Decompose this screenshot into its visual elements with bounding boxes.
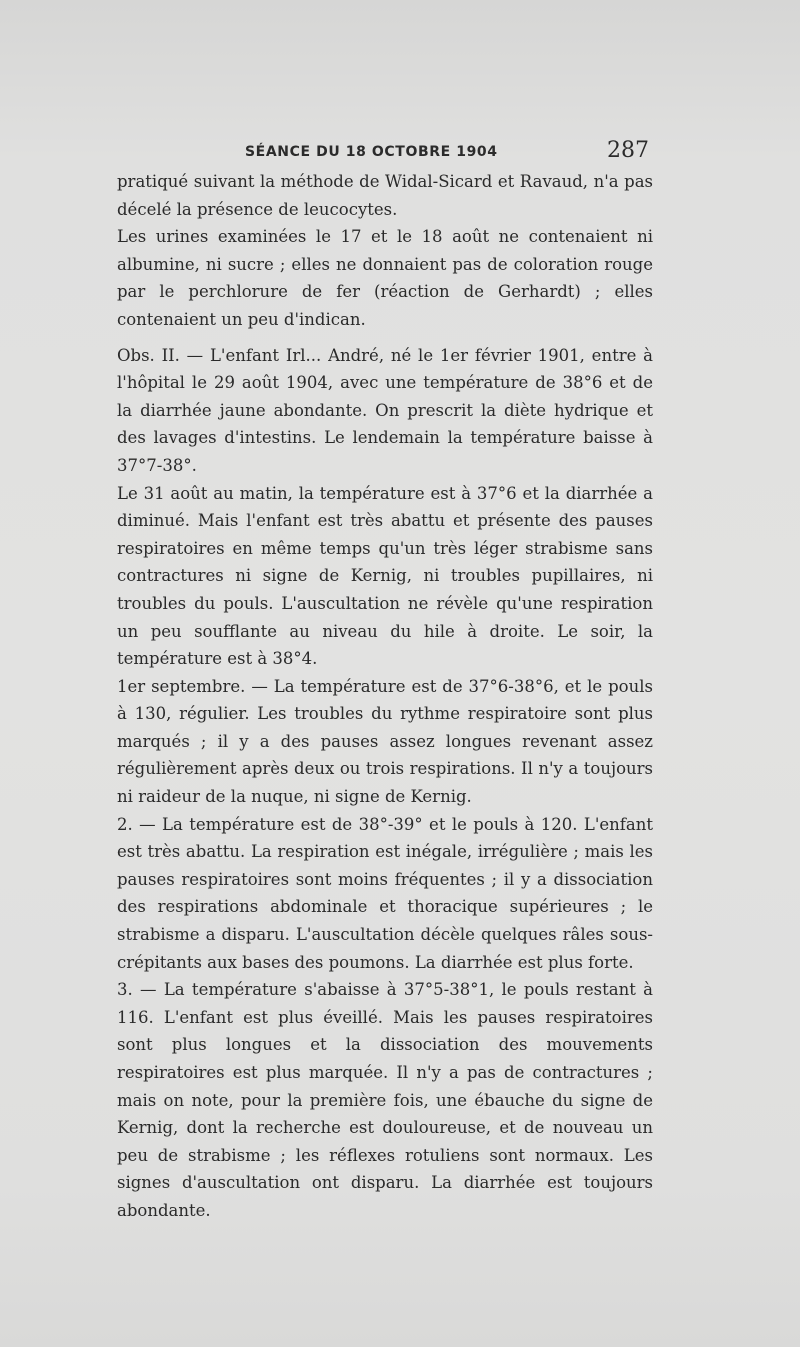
paragraph-5: 1er septembre. — La température est de 37°6-38°6, et le pouls à 130, régulier. Les troubles du rythme respiratoire sont plus marqués ; il y a des pauses assez longues revenant assez régulièrement après deux ou trois respirations. Il n'y a toujours ni raideur de la nuque, ni signe de Kernig. xyxy=(117,676,653,807)
paragraph-6: 2. — La température est de 38°-39° et le pouls à 120. L'enfant est très abattu. La respiration est inégale, irrégulière ; mais les pauses respiratoires sont moins fréquentes ; il y a dissociation des respirations abdominale et thoracique supérieures ; le strabisme a disparu. L'auscultation décèle quelques râles sous-crépitants aux bases des poumons. La diarrhée est plus forte. xyxy=(117,814,653,972)
paragraph-1: pratiqué suivant la méthode de Widal-Sicard et Ravaud, n'a pas décelé la présence de leucocytes. xyxy=(117,172,653,219)
paragraph-4: Le 31 août au matin, la température est à 37°6 et la diarrhée a diminué. Mais l'enfant est très abattu et présente des pauses respiratoires en même temps qu'un très léger strabisme sans contractures ni signe de Kernig, ni troubles pupillaires, ni troubles du pouls. L'auscultation ne révèle qu'une respiration un peu soufflante au niveau du hile à droite. Le soir, la température est à 38°4. xyxy=(117,483,653,669)
running-head: SÉANCE DU 18 OCTOBRE 1904 xyxy=(245,144,498,160)
page-header xyxy=(117,138,653,168)
paragraph-2: Les urines examinées le 17 et le 18 août ne contenaient ni albumine, ni sucre ; elles ne donnaient pas de coloration rouge par le perchlorure de fer (réaction de Gerhardt) ; elles contenaient un peu d'indican. xyxy=(117,227,653,329)
paragraph-3: Obs. II. — L'enfant Irl... André, né le 1er février 1901, entre à l'hôpital le 29 août 1904, avec une température de 38°6 et de la diarrhée jaune abondante. On prescrit la diète hydrique et des lavages d'intestins. Le lendemain la température baisse à 37°7-38°. xyxy=(117,345,653,475)
page-number: 287 xyxy=(607,138,649,163)
paragraph-7: 3. — La température s'abaisse à 37°5-38°1, le pouls restant à 116. L'enfant est plus éveillé. Mais les pauses respiratoires sont plus longues et la dissociation des mouvements respiratoires est plus marquée. Il n'y a pas de contractures ; mais on note, pour la première fois, une ébauche du signe de Kernig, dont la recherche est douloureuse, et de nouveau un peu de strabisme ; les réflexes rotuliens sont normaux. Les signes d'auscultation ont disparu. La diarrhée est toujours abondante. xyxy=(117,980,653,1220)
body-text xyxy=(117,168,653,1225)
